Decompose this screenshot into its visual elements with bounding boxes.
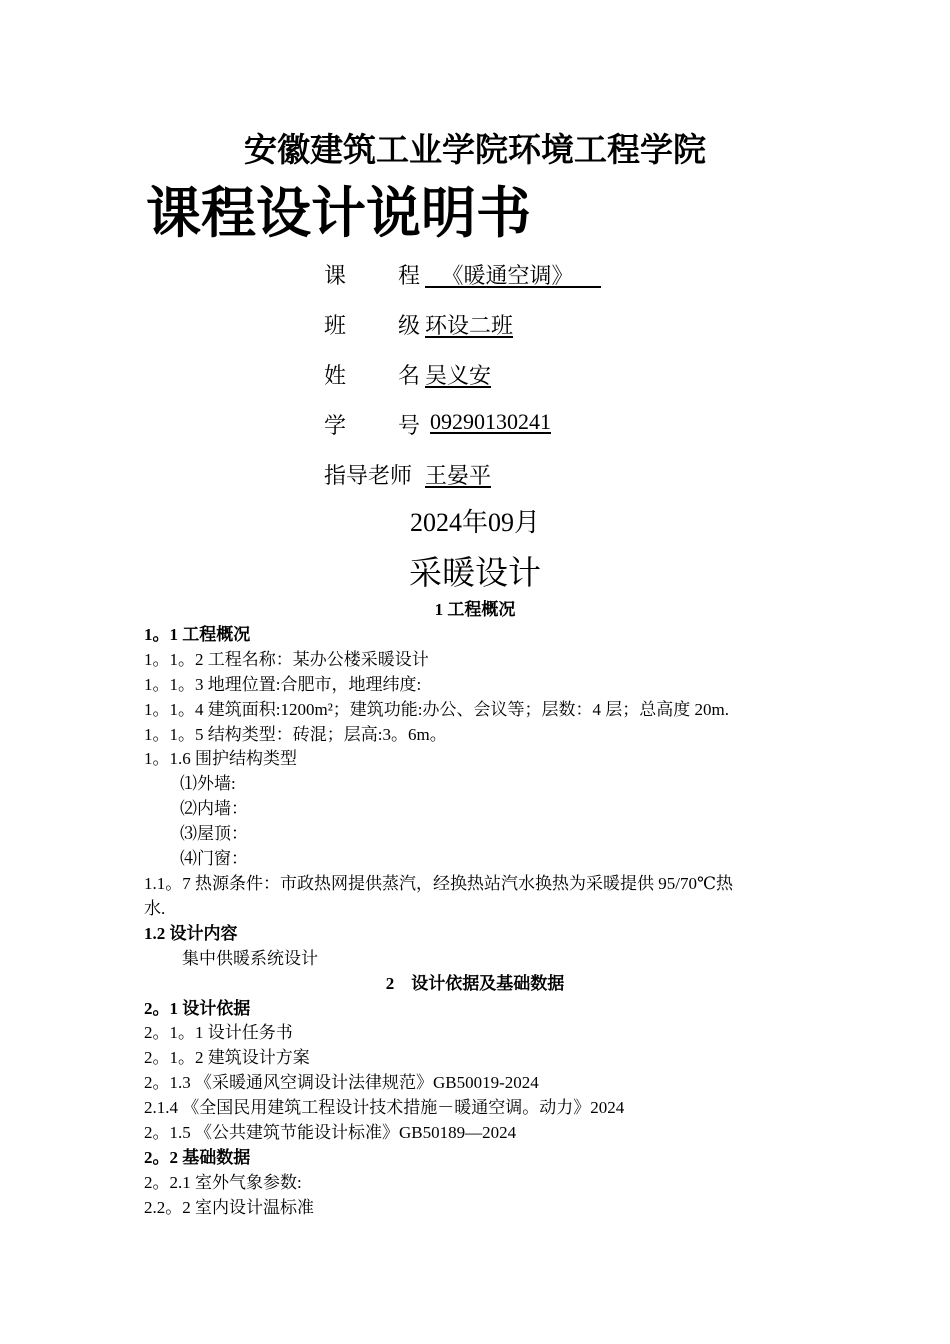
door-window: ⑷门窗： bbox=[180, 849, 248, 868]
field-id-label-b: 号 bbox=[398, 414, 421, 439]
field-name-value: 吴义安 bbox=[425, 363, 492, 388]
s1-2-text: 集中供暖系统设计 bbox=[182, 949, 318, 968]
section1-title: 1 工程概况 bbox=[434, 600, 516, 619]
field-course-text: 《暖通空调》 bbox=[441, 263, 574, 288]
field-id-value: 09290130241 bbox=[430, 409, 551, 434]
s1-1-2: 1。1。2 工程名称：某办公楼采暖设计 bbox=[144, 650, 429, 669]
field-id-label-a: 学 bbox=[324, 414, 347, 439]
wall-interior: ⑵内墙： bbox=[180, 799, 248, 818]
field-course-label-a: 课 bbox=[324, 264, 347, 289]
s2-1-4: 2.1.4 《全国民用建筑工程设计技术措施－暖通空调。动力》2024 bbox=[144, 1098, 625, 1117]
roof: ⑶屋顶： bbox=[180, 824, 248, 843]
field-name-label-b: 名 bbox=[398, 364, 421, 389]
s1-1-7-cont: 水. bbox=[144, 899, 166, 918]
s1-2: 1.2 设计内容 bbox=[144, 924, 238, 943]
s2-1-3: 2。1.3 《采暖通风空调设计法律规范》GB50019-2024 bbox=[144, 1073, 539, 1092]
wall-exterior: ⑴外墙: bbox=[180, 774, 236, 793]
field-course-label-b: 程 bbox=[398, 264, 421, 289]
field-name-label-a: 姓 bbox=[324, 364, 347, 389]
s1-1-4: 1。1。4 建筑面积:1200m²；建筑功能:办公、会议等；层数：4 层；总高度 20m. bbox=[144, 700, 729, 719]
field-course-value bbox=[425, 259, 601, 290]
s1-1-3: 1。1。3 地理位置:合肥市，地理纬度: bbox=[144, 675, 422, 694]
s1-1-7: 1.1。7 热源条件：市政热网提供蒸汽，经换热站汽水换热为采暖提供 95/70℃热 bbox=[144, 874, 733, 893]
s2-2: 2。2 基础数据 bbox=[144, 1148, 251, 1167]
s2-2-1: 2。2.1 室外气象参数: bbox=[144, 1173, 302, 1192]
section-heading: 采暖设计 bbox=[409, 553, 541, 592]
s1-1-6: 1。1.6 围护结构类型 bbox=[144, 749, 297, 768]
s2-1-5: 2。1.5 《公共建筑节能设计标准》GB50189—2024 bbox=[144, 1123, 517, 1142]
s2-1-1: 2。1。1 设计任务书 bbox=[144, 1023, 293, 1042]
field-course-pad bbox=[425, 263, 442, 288]
field-course-tail bbox=[574, 263, 602, 288]
s2-2-2: 2.2。2 室内设计温标准 bbox=[144, 1198, 314, 1217]
s2-1: 2。1 设计依据 bbox=[144, 999, 251, 1018]
institution-name: 安徽建筑工业学院环境工程学院 bbox=[244, 130, 706, 169]
s2-1-2: 2。1。2 建筑设计方案 bbox=[144, 1048, 310, 1067]
field-class-label-a: 班 bbox=[324, 314, 347, 339]
field-advisor-value: 王晏平 bbox=[425, 463, 492, 488]
cover-date: 2024年09月 bbox=[409, 508, 540, 537]
s1-1: 1。1 工程概况 bbox=[144, 625, 251, 644]
field-class-value: 环设二班 bbox=[425, 313, 514, 338]
s1-1-5: 1。1。5 结构类型：砖混；层高:3。6m。 bbox=[144, 725, 447, 744]
field-advisor-label: 指导老师 bbox=[324, 464, 413, 489]
field-class-label-b: 级 bbox=[398, 314, 421, 339]
document-title: 课程设计说明书 bbox=[146, 181, 532, 245]
section2-title: 2 设计依据及基础数据 bbox=[385, 974, 565, 993]
